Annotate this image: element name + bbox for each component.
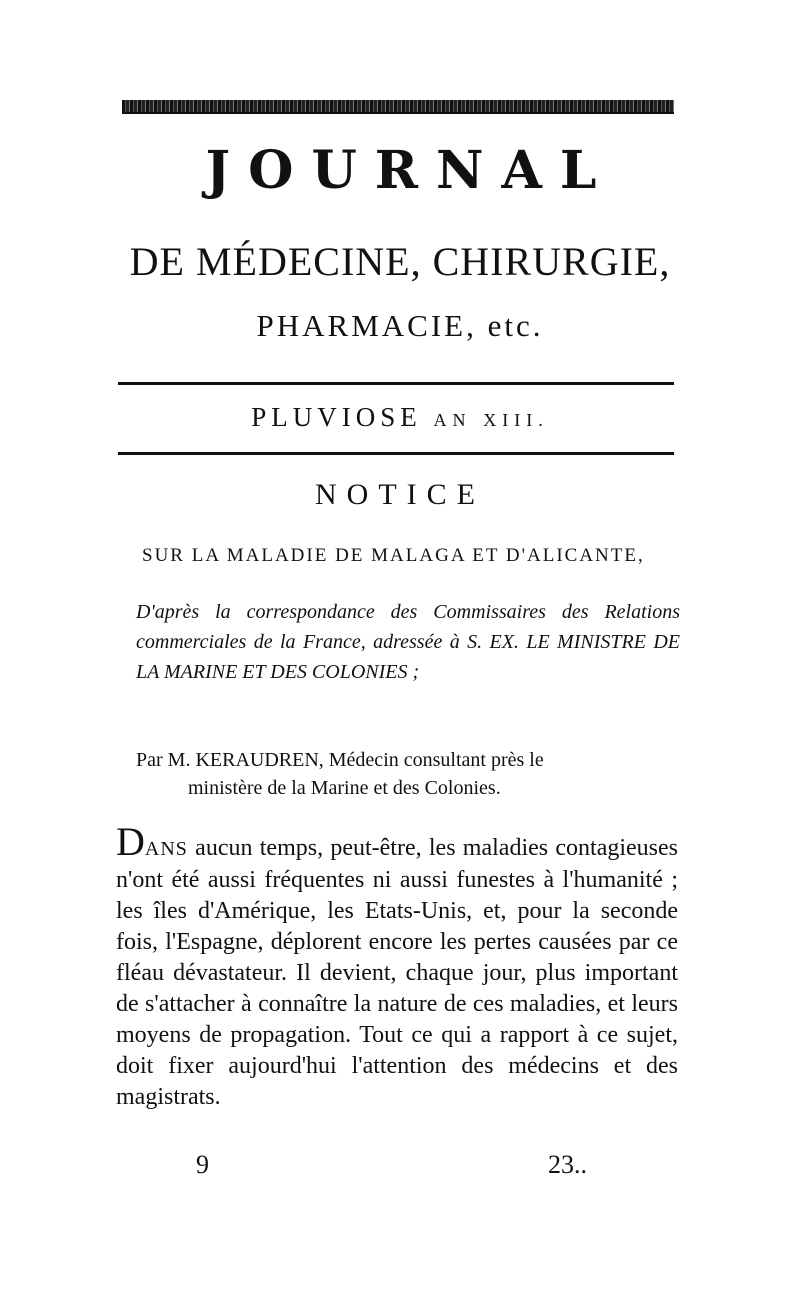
author-line2: ministère de la Marine et des Colonies. [188, 777, 501, 799]
drop-letter: D [116, 819, 145, 864]
notice-heading: NOTICE [315, 478, 485, 511]
page-marker: 23.. [548, 1150, 587, 1179]
body-text: aucun temps, peut-être, les maladies contagieuses n'ont été aussi fréquentes ni aussi funestes à l'humanité ; les îles d'Amérique, les Etats-Unis, et, pour la seconde fois, l'Espagne, déplorent encore les pertes causées par ce fléau dévastateur. Il devient, chaque jour, plus important de s'attacher à connaître la nature de ces maladies, et leurs moyens de propagation. Tout ce qui a rapport à ce sujet, doit fixer aujourd'hui l'attention des médecins et des magistrats. [116, 835, 678, 1110]
notice-source: D'après la correspondance des Commissaires des Relations commerciales de la France, adressée à S. EX. LE MINISTRE DE LA MARINE ET DES COLONIES ; [136, 601, 680, 683]
issue-date [0, 402, 800, 433]
issue-an: AN [433, 410, 472, 430]
journal-subtitle-line1: DE MÉDECINE, CHIRURGIE, [129, 239, 671, 284]
notice-author [136, 746, 676, 802]
issue-year: XIII. [483, 410, 549, 430]
notice-subject: SUR LA MALADIE DE MALAGA ET D'ALICANTE, [142, 545, 645, 566]
drop-rest: ANS [144, 838, 188, 860]
divider-rule [118, 382, 674, 385]
decorative-top-rule [122, 100, 674, 114]
body-paragraph [116, 819, 678, 1113]
author-line1: Par M. KERAUDREN, Médecin consultant près le [136, 749, 544, 771]
signature-mark: 9 [196, 1150, 209, 1179]
divider-rule [118, 452, 674, 455]
issue-month: PLUVIOSE [251, 402, 422, 432]
journal-title: JOURNAL [205, 140, 615, 201]
journal-subtitle-line2: PHARMACIE, etc. [256, 308, 544, 343]
